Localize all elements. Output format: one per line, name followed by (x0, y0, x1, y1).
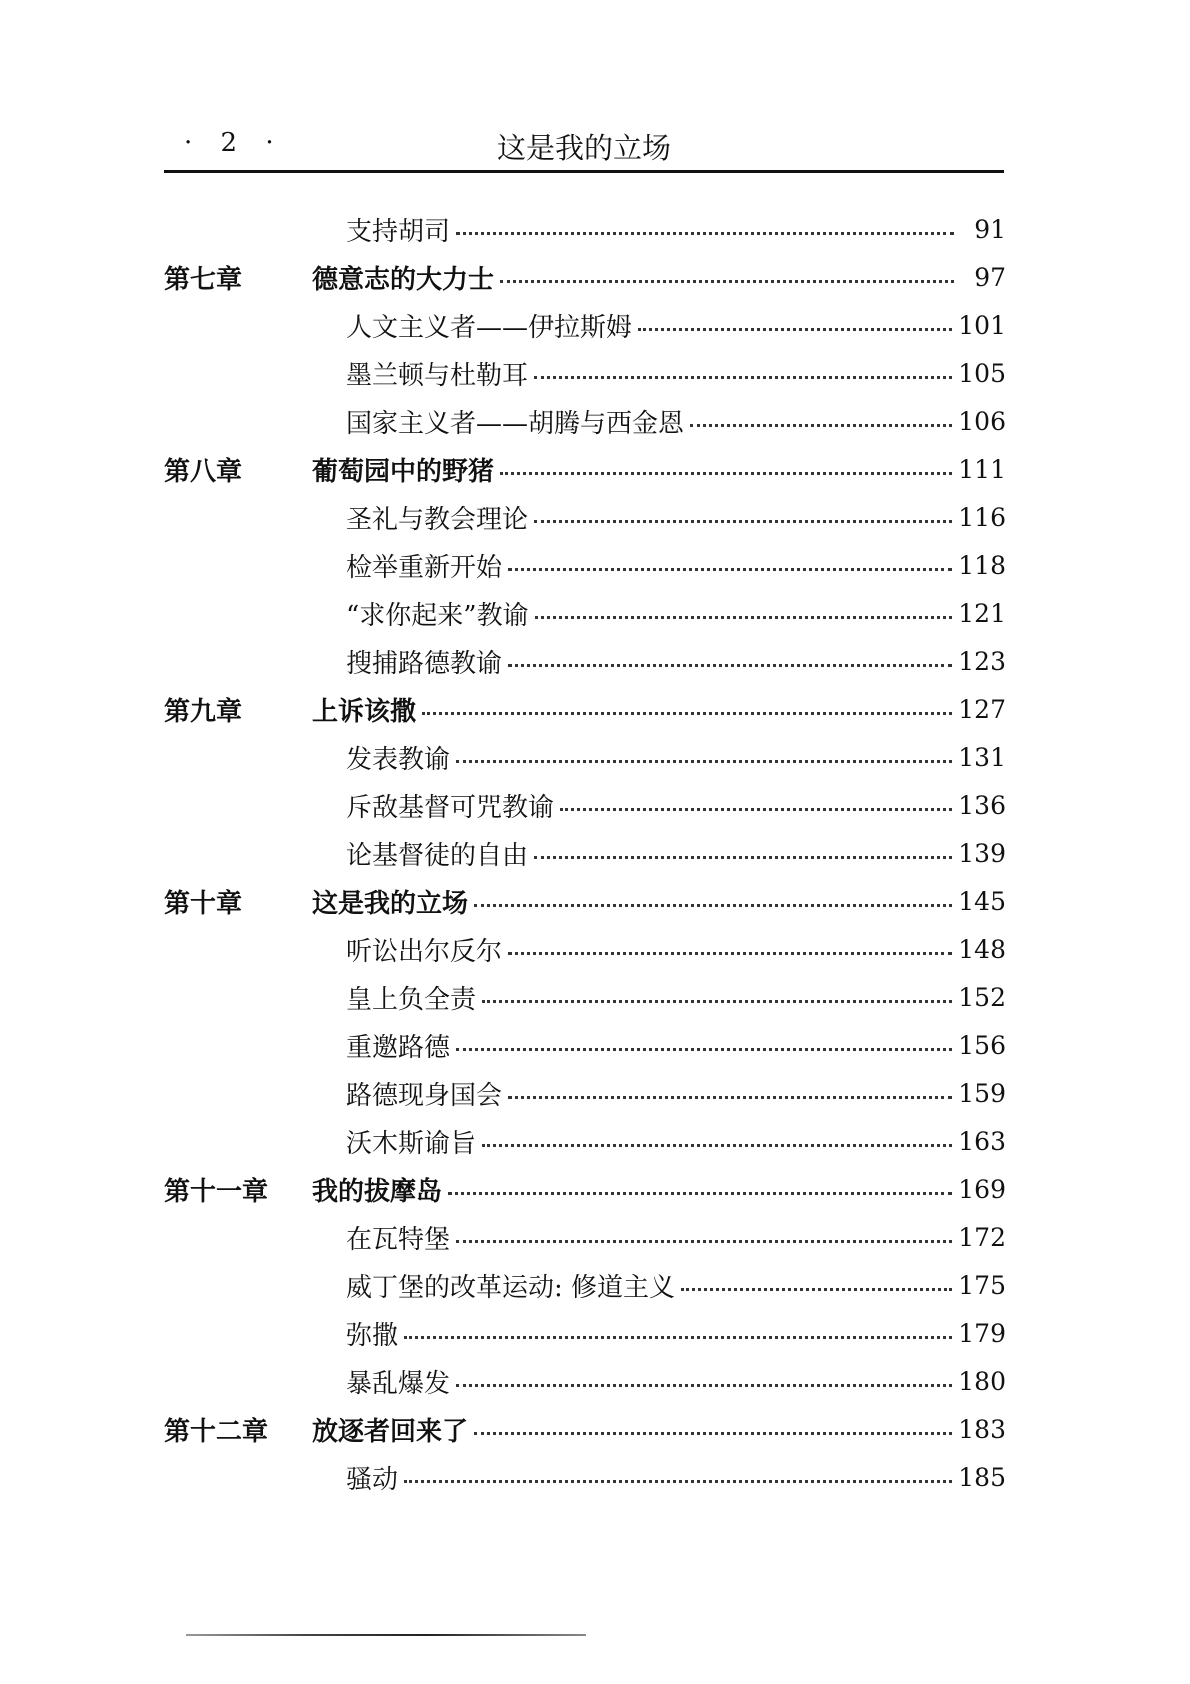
toc-section-row (164, 1117, 1006, 1165)
page-ref: 172 (958, 1222, 1006, 1252)
page-ref: 169 (958, 1174, 1006, 1204)
dot-leader (456, 1240, 952, 1243)
page-ref: 116 (958, 502, 1006, 532)
page-ref: 131 (958, 742, 1006, 772)
toc-section-row (164, 1069, 1006, 1117)
chapter-title: 放逐者回来了 (312, 1416, 469, 1447)
toc-section-row (164, 1021, 1006, 1069)
page-ref: 183 (958, 1414, 1006, 1444)
page-ref: 156 (958, 1030, 1006, 1060)
dot-leader (404, 1336, 952, 1339)
dot-leader (482, 1000, 952, 1003)
page-ref: 106 (958, 406, 1006, 436)
toc-section-row (164, 541, 1006, 589)
toc-entry (312, 259, 1006, 296)
header-rule (164, 170, 1004, 173)
page-ref: 152 (958, 982, 1006, 1012)
dot-leader (534, 376, 952, 379)
toc-chapter-row (164, 1405, 1006, 1453)
toc-entry (346, 1315, 1006, 1352)
section-title: 墨兰顿与杜勒耳 (346, 360, 529, 391)
page-ref: 111 (958, 454, 1006, 484)
page-ref: 121 (958, 598, 1006, 628)
section-title: 圣礼与教会理论 (346, 504, 529, 535)
toc-section-row (164, 205, 1006, 253)
toc-entry (346, 1075, 1006, 1112)
dot-leader (456, 232, 954, 235)
dot-leader (500, 280, 954, 283)
dot-leader (534, 856, 952, 859)
book-title: 这是我的立场 (496, 131, 671, 165)
dot-leader (474, 1432, 952, 1435)
toc-chapter-row (164, 685, 1006, 733)
chapter-title: 我的拔摩岛 (312, 1176, 443, 1207)
toc-chapter-row (164, 1165, 1006, 1213)
chapter-title: 葡萄园中的野猪 (312, 456, 495, 487)
section-title: 路德现身国会 (346, 1080, 503, 1111)
toc-section-row (164, 829, 1006, 877)
page-ref: 101 (958, 310, 1006, 340)
toc-entry (346, 355, 1006, 392)
dot-leader (482, 1144, 952, 1147)
section-title: 暴乱爆发 (346, 1368, 451, 1399)
toc-entry (346, 787, 1006, 824)
toc-entry (346, 1459, 1006, 1496)
toc-entry (346, 643, 1006, 680)
toc-entry (346, 499, 1006, 536)
page-ref: 159 (958, 1078, 1006, 1108)
chapter-label: 第十二章 (164, 1416, 269, 1447)
toc-section-row (164, 397, 1006, 445)
toc-entry (346, 1363, 1006, 1400)
section-title: 论基督徒的自由 (346, 840, 529, 871)
toc-section-row (164, 733, 1006, 781)
toc-entry (312, 883, 1006, 920)
page-ref: 180 (958, 1366, 1006, 1396)
dot-leader (535, 616, 953, 619)
page-ref: 175 (958, 1270, 1006, 1300)
dot-leader (508, 568, 952, 571)
dot-leader (404, 1480, 952, 1483)
toc-entry (346, 595, 1006, 632)
page-number: · 2 · (184, 128, 284, 158)
section-title: 国家主义者——胡腾与西金恩 (346, 408, 685, 439)
toc-entry (346, 739, 1006, 776)
toc-section-row (164, 637, 1006, 685)
section-title: 弥撒 (346, 1320, 399, 1351)
chapter-title: 这是我的立场 (312, 888, 469, 919)
section-title: 搜捕路德教谕 (346, 648, 503, 679)
dot-leader (508, 664, 952, 667)
chapter-label: 第八章 (164, 456, 243, 487)
dot-leader (508, 952, 952, 955)
dot-leader (638, 328, 952, 331)
toc-chapter-row (164, 877, 1006, 925)
toc-section-row (164, 973, 1006, 1021)
dot-leader (534, 520, 952, 523)
section-title: 人文主义者——伊拉斯姆 (346, 312, 633, 343)
toc-entry (346, 1123, 1006, 1160)
toc-section-row (164, 1357, 1006, 1405)
table-of-contents (164, 205, 1006, 1501)
dot-leader (456, 1384, 952, 1387)
toc-section-row (164, 1261, 1006, 1309)
chapter-label: 第七章 (164, 264, 243, 295)
dot-leader (456, 760, 952, 763)
section-title: 支持胡司 (346, 216, 451, 247)
page-ref: 127 (958, 694, 1006, 724)
chapter-label: 第十章 (164, 888, 243, 919)
toc-entry (346, 1027, 1006, 1064)
section-title: 检举重新开始 (346, 552, 503, 583)
dot-leader (500, 472, 952, 475)
section-title: 发表教谕 (346, 744, 451, 775)
page-ref: 91 (974, 214, 1006, 244)
footer-scan-line (186, 1634, 586, 1636)
section-title: 骚动 (346, 1464, 399, 1495)
dot-leader (681, 1288, 952, 1291)
page-ref: 123 (958, 646, 1006, 676)
dot-leader (422, 712, 952, 715)
toc-section-row (164, 301, 1006, 349)
chapter-label: 第九章 (164, 696, 243, 727)
toc-section-row (164, 925, 1006, 973)
dot-leader (508, 1096, 952, 1099)
toc-entry (346, 307, 1006, 344)
page-ref: 148 (958, 934, 1006, 964)
page-ref: 145 (958, 886, 1006, 916)
toc-chapter-row (164, 445, 1006, 493)
running-header (164, 118, 1004, 168)
toc-section-row (164, 1309, 1006, 1357)
page-ref: 179 (958, 1318, 1006, 1348)
toc-entry (312, 451, 1006, 488)
toc-section-row (164, 589, 1006, 637)
toc-section-row (164, 349, 1006, 397)
toc-entry (346, 211, 1006, 248)
chapter-title: 德意志的大力士 (312, 264, 495, 295)
toc-entry (346, 835, 1006, 872)
toc-entry (312, 1171, 1006, 1208)
section-title: 皇上负全责 (346, 984, 477, 1015)
toc-entry (346, 547, 1006, 584)
toc-entry (312, 691, 1006, 728)
dot-leader (448, 1192, 952, 1195)
section-title: 重邀路德 (346, 1032, 451, 1063)
page-ref: 139 (958, 838, 1006, 868)
chapter-label: 第十一章 (164, 1176, 269, 1207)
section-title: “求你起来”教谕 (346, 600, 529, 631)
chapter-title: 上诉该撒 (312, 696, 417, 727)
page-ref: 185 (958, 1462, 1006, 1492)
section-title: 听讼出尔反尔 (346, 936, 503, 967)
section-title: 沃木斯谕旨 (346, 1128, 477, 1159)
toc-section-row (164, 781, 1006, 829)
toc-entry (346, 979, 1006, 1016)
section-title: 斥敌基督可咒教谕 (346, 792, 555, 823)
toc-entry (346, 1219, 1006, 1256)
page-ref: 97 (974, 262, 1006, 292)
toc-entry (312, 1411, 1006, 1448)
page-ref: 118 (958, 550, 1006, 580)
page-ref: 105 (958, 358, 1006, 388)
toc-entry (346, 931, 1006, 968)
toc-section-row (164, 493, 1006, 541)
page-ref: 136 (958, 790, 1006, 820)
dot-leader (560, 808, 952, 811)
toc-chapter-row (164, 253, 1006, 301)
dot-leader (456, 1048, 952, 1051)
toc-section-row (164, 1213, 1006, 1261)
toc-entry (346, 1267, 1006, 1304)
section-title: 威丁堡的改革运动: 修道主义 (346, 1272, 676, 1303)
page-ref: 163 (958, 1126, 1006, 1156)
dot-leader (690, 424, 952, 427)
toc-entry (346, 403, 1006, 440)
dot-leader (474, 904, 952, 907)
toc-section-row (164, 1453, 1006, 1501)
section-title: 在瓦特堡 (346, 1224, 451, 1255)
